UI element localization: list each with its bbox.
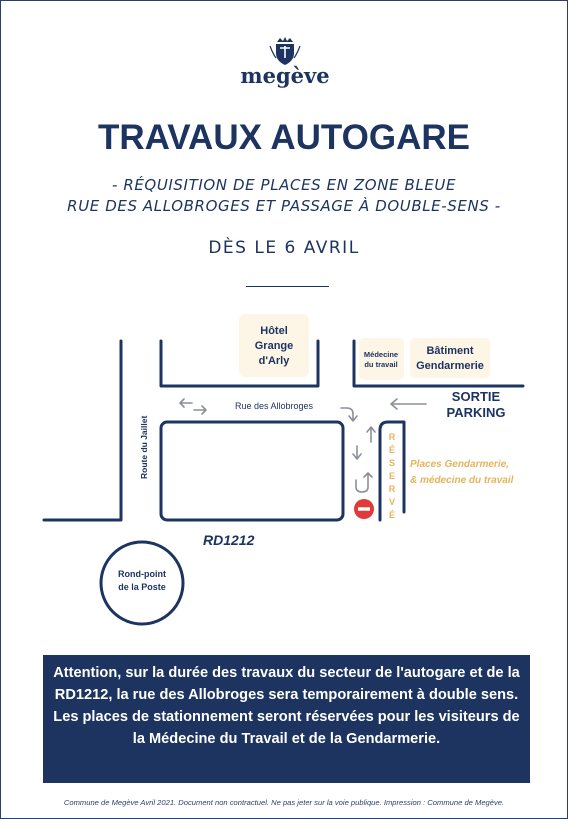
sortie-label-1: SORTIE [451, 389, 501, 404]
rond-point-label-2: de la Poste [118, 582, 166, 592]
svg-text:V: V [388, 497, 396, 507]
batiment-label-1: Bâtiment [426, 345, 474, 357]
page-title: TRAVAUX AUTOGARE [97, 118, 471, 157]
gendarmerie-box [410, 338, 490, 378]
divider [246, 286, 329, 287]
rue-allobroges-label: Rue des Allobroges [234, 401, 314, 411]
down-arrow-icon [353, 446, 361, 459]
subtitle-line-1: - RÉQUISITION DE PLACES EN ZONE BLEUE [111, 176, 457, 194]
medecine-label-1: Médecine [363, 350, 399, 359]
svg-text:E: E [388, 471, 396, 481]
reserve-vertical [389, 432, 396, 520]
hotel-label-3: d'Arly [258, 355, 290, 367]
places-label-1: Places Gendarmerie, [410, 459, 509, 470]
logo-wordmark: megève [240, 63, 330, 88]
left-arrow-icon [391, 399, 426, 409]
svg-text:É: É [388, 445, 396, 455]
coat-of-arms-icon [230, 36, 340, 66]
up-arrow-icon [367, 427, 375, 442]
places-label-2: & médecine du travail [410, 475, 514, 486]
u-turn-arrow-icon [356, 473, 372, 492]
two-way-arrow-icon [180, 399, 206, 414]
hotel-label-2: Grange [254, 340, 294, 352]
street-map [0, 300, 568, 640]
svg-text:S: S [388, 458, 396, 468]
subtitle-line-2: RUE DES ALLOBROGES ET PASSAGE À DOUBLE-SENS - [67, 197, 501, 215]
footer-note: Commune de Megève Avril 2021. Document non contractuel. Ne pas jeter sur la voie publique. Impression : Commune de Megève. [63, 798, 505, 807]
start-date: DÈS LE 6 AVRIL [208, 238, 360, 258]
svg-text:R: R [388, 432, 396, 442]
rond-point-label-1: Rond-point [118, 569, 166, 579]
medecine-label-2: du travail [364, 360, 398, 369]
route-jaillet-label: Route du Jaillet [139, 415, 149, 479]
no-entry-icon [354, 499, 374, 519]
megeve-logo [230, 36, 340, 92]
central-block [161, 422, 343, 520]
hotel-label-1: Hôtel [260, 325, 288, 337]
svg-text:É: É [388, 510, 396, 520]
sortie-label-2: PARKING [446, 405, 506, 420]
batiment-label-2: Gendarmerie [416, 360, 484, 372]
medecine-box [359, 338, 404, 380]
road-route-du-jaillet [44, 341, 121, 520]
svg-text:R: R [388, 484, 396, 494]
turn-down-arrow-icon [341, 408, 357, 421]
rd1212-label: RD1212 [203, 532, 255, 548]
notice-box: Attention, sur la durée des travaux du secteur de l'autogare et de la RD1212, la rue des Allobroges sera temporairement à double sens. Les places de stationnement seront réservées pour les visiteurs de la Médecine du Travail et de la Gendarmerie. [43, 655, 530, 783]
